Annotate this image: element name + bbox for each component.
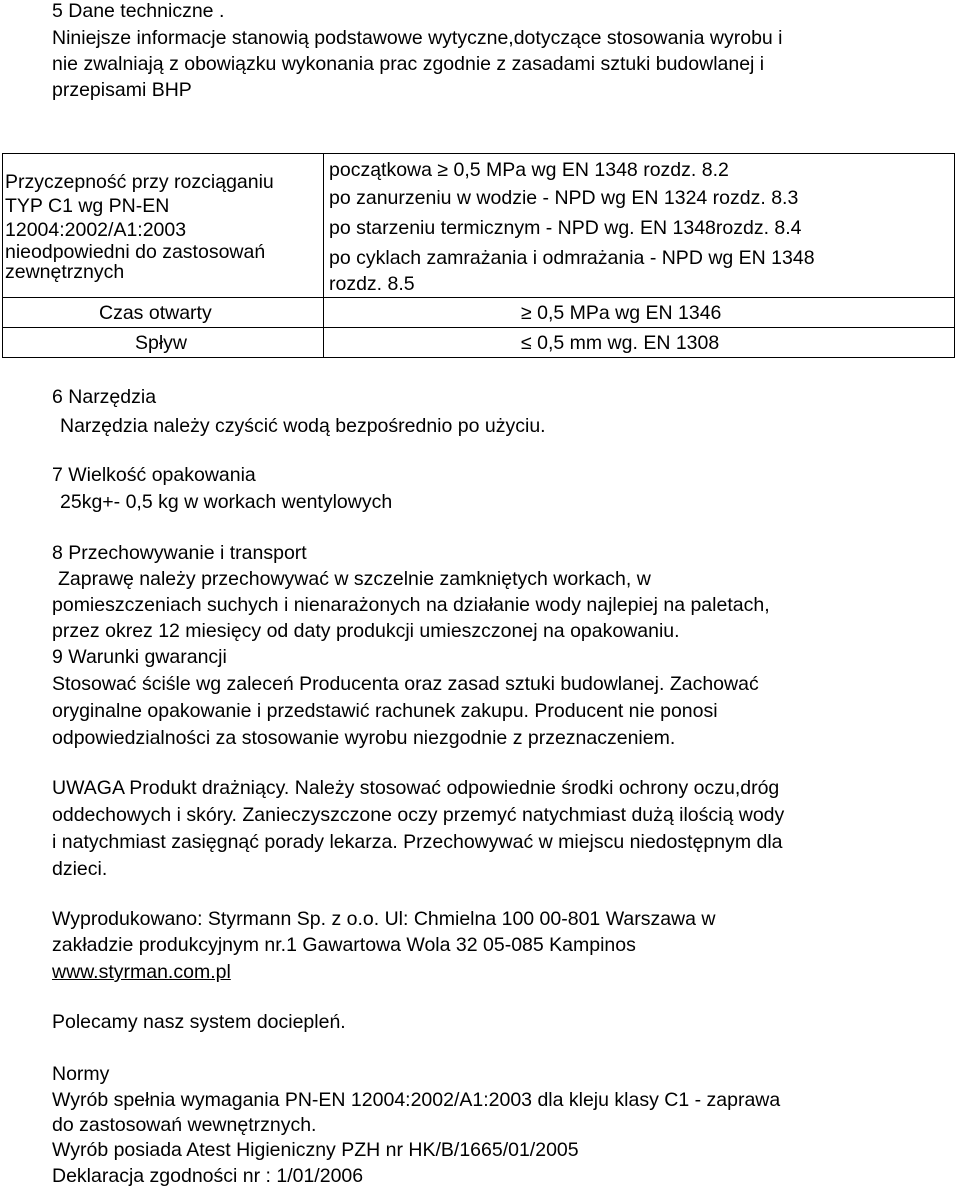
- section7-text: 25kg+- 0,5 kg w workach wentylowych: [60, 491, 393, 513]
- adhesion-standard: 12004:2002/A1:2003: [5, 219, 187, 241]
- slip-label: Spływ: [135, 332, 188, 354]
- producer-line-1: Wyprodukowano: Styrmann Sp. z o.o. Ul: Chmielna 100 00-801 Warszawa w: [52, 908, 716, 930]
- warning-line-1: UWAGA Produkt drażniący. Należy stosować odpowiednie środki ochrony oczu,dróg: [52, 777, 780, 799]
- adhesion-value-water: po zanurzeniu w wodzie - NPD wg EN 1324 rozdz. 8.3: [329, 187, 799, 209]
- adhesion-value-freeze-cont: rozdz. 8.5: [329, 273, 415, 295]
- table-row-divider-1: [3, 297, 954, 298]
- adhesion-note-line-2: zewnętrznych: [5, 261, 125, 283]
- warning-line-4: dzieci.: [52, 858, 108, 880]
- warning-line-3: i natychmiast zasięgnąć porady lekarza. Przechowywać w miejscu niedostępnym dla: [52, 831, 783, 853]
- slip-value: ≤ 0,5 mm wg. EN 1308: [521, 332, 720, 354]
- adhesion-value-freeze: po cyklach zamrażania i odmrażania - NPD wg EN 1348: [329, 247, 815, 269]
- section9-line-3: odpowiedzialności za stosowanie wyrobu niezgodnie z przeznaczeniem.: [52, 727, 676, 749]
- section6-heading: 6 Narzędzia: [52, 386, 157, 408]
- norms-line-1: Wyrób spełnia wymagania PN-EN 12004:2002/A1:2003 dla kleju klasy C1 - zaprawa: [52, 1089, 781, 1111]
- producer-line-2: zakładzie produkcyjnym nr.1 Gawartowa Wola 32 05-085 Kampinos: [52, 934, 636, 956]
- norms-line-3: Wyrób posiada Atest Higieniczny PZH nr HK/B/1665/01/2005: [52, 1139, 579, 1161]
- producer-website-link[interactable]: www.styrman.com.pl: [52, 961, 231, 983]
- open-time-value: ≥ 0,5 MPa wg EN 1346: [521, 302, 722, 324]
- technical-data-table: [2, 153, 955, 358]
- section5-heading: 5 Dane techniczne .: [52, 0, 225, 22]
- open-time-label: Czas otwarty: [99, 302, 212, 324]
- norms-heading: Normy: [52, 1063, 110, 1085]
- adhesion-value-initial: początkowa ≥ 0,5 MPa wg EN 1348 rozdz. 8.2: [329, 159, 729, 181]
- warning-line-2: oddechowych i skóry. Zanieczyszczone oczy przemyć natychmiast dużą ilością wody: [52, 804, 785, 826]
- section6-text: Narzędzia należy czyścić wodą bezpośrednio po użyciu.: [60, 415, 546, 437]
- section7-heading: 7 Wielkość opakowania: [52, 464, 256, 486]
- adhesion-value-heat: po starzeniu termicznym - NPD wg. EN 1348rozdz. 8.4: [329, 217, 802, 239]
- section8-line-1: Zaprawę należy przechowywać w szczelnie zamkniętych workach, w: [58, 568, 651, 590]
- adhesion-type: TYP C1 wg PN-EN: [5, 195, 170, 217]
- adhesion-label: Przyczepność przy rozciąganiu: [5, 171, 274, 193]
- adhesion-note-line-1: nieodpowiedni do zastosowań: [5, 241, 266, 263]
- section8-line-3: przez okrez 12 miesięcy od daty produkcji umieszczonej na opakowaniu.: [52, 620, 680, 642]
- section8-line-2: pomieszczeniach suchych i nienarażonych na działanie wody najlepiej na paletach,: [52, 594, 770, 616]
- norms-line-2: do zastosowań wewnętrznych.: [52, 1114, 317, 1136]
- norms-line-4: Deklaracja zgodności nr : 1/01/2006: [52, 1165, 364, 1187]
- section8-heading: 8 Przechowywanie i transport: [52, 542, 307, 564]
- section5-intro-line-3: przepisami BHP: [52, 79, 192, 101]
- section9-heading: 9 Warunki gwarancji: [52, 646, 227, 668]
- table-row-divider-2: [3, 327, 954, 328]
- recommendation-text: Polecamy nasz system dociepleń.: [52, 1011, 346, 1033]
- section5-intro-line-2: nie zwalniają z obowiązku wykonania prac zgodnie z zasadami sztuki budowlanej i: [52, 53, 765, 75]
- section9-line-1: Stosować ściśle wg zaleceń Producenta oraz zasad sztuki budowlanej. Zachować: [52, 673, 759, 695]
- section9-line-2: oryginalne opakowanie i przedstawić rachunek zakupu. Producent nie ponosi: [52, 700, 718, 722]
- section5-intro-line-1: Niniejsze informacje stanowią podstawowe wytyczne,dotyczące stosowania wyrobu i: [52, 27, 783, 49]
